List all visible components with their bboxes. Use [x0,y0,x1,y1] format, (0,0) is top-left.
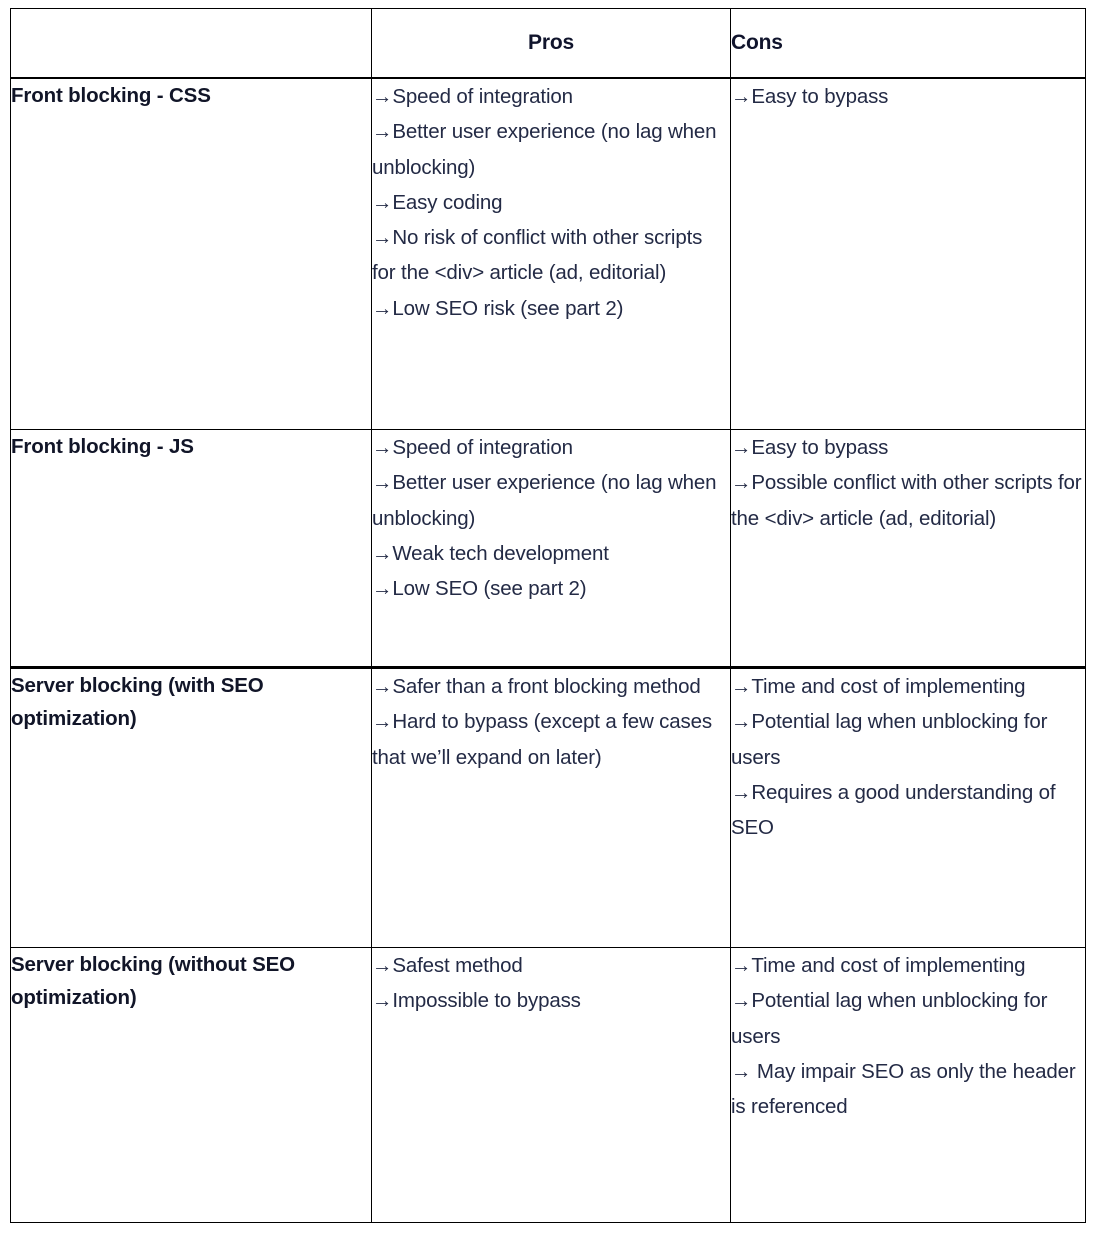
cell-cons [731,430,1086,668]
cons-list [731,79,1085,114]
method-label: Front blocking - CSS [11,84,211,107]
list-item: →Potential lag when unblocking for users [731,989,1053,1048]
list-item: →Low SEO (see part 2) [372,577,587,600]
pros-list [372,948,730,1019]
cell-pros [372,668,731,948]
cell-method [11,668,372,948]
table-row [11,948,1086,1223]
cell-pros [372,948,731,1223]
header-row [11,9,1086,79]
cons-list [731,948,1085,1124]
cell-cons [731,948,1086,1223]
list-item: →Safest method [372,954,523,977]
list-item: →Time and cost of implementing [731,954,1026,977]
cell-pros [372,430,731,668]
list-item: →Requires a good understanding of SEO [731,780,1061,839]
cell-cons [731,668,1086,948]
pros-list [372,669,730,775]
cons-list [731,430,1085,536]
list-item: →Easy to bypass [731,436,889,459]
header-cell-method [11,9,372,79]
list-item: →Speed of integration [372,436,573,459]
header-cell-cons [731,9,1086,79]
list-item: →Hard to bypass (except a few cases that we’ll expand on later) [372,710,718,769]
method-label: Server blocking (without SEO optimization) [11,953,295,1010]
cell-pros [372,78,731,430]
pros-cons-comparison-table [10,8,1086,1223]
cell-cons [731,78,1086,430]
cell-method [11,948,372,1223]
list-item: →Possible conflict with other scripts for the <div> article (ad, editorial) [731,471,1087,530]
list-item: →Weak tech development [372,541,609,565]
header-cell-pros [372,9,731,79]
list-item: →Easy coding [372,190,503,214]
table-row [11,430,1086,668]
list-item: →Easy to bypass [731,85,889,108]
table-header [11,9,1086,79]
cell-method [11,78,372,430]
list-item: →Better user experience (no lag when unblocking) [372,471,722,530]
list-item: →Impossible to bypass [372,989,581,1013]
header-label-pros: Pros [528,31,574,55]
pros-list [372,430,730,606]
list-item: →Potential lag when unblocking for users [731,710,1053,769]
list-item: →Time and cost of implementing [731,675,1026,698]
table-body [11,78,1086,1223]
pros-list [372,79,730,326]
method-label: Front blocking - JS [11,435,194,458]
cons-list [731,669,1085,845]
list-item: →Speed of integration [372,85,573,108]
list-item: →Low SEO risk (see part 2) [372,296,624,320]
list-item: → May impair SEO as only the header is referenced [731,1059,1082,1118]
cell-method [11,430,372,668]
table-row [11,78,1086,430]
method-label: Server blocking (with SEO optimization) [11,674,264,731]
header-label-cons: Cons [731,31,783,55]
table-row [11,668,1086,948]
list-item: →Safer than a front blocking method [372,675,701,698]
list-item: →No risk of conflict with other scripts for the <div> article (ad, editorial) [372,226,708,285]
list-item: →Better user experience (no lag when unblocking) [372,120,722,179]
